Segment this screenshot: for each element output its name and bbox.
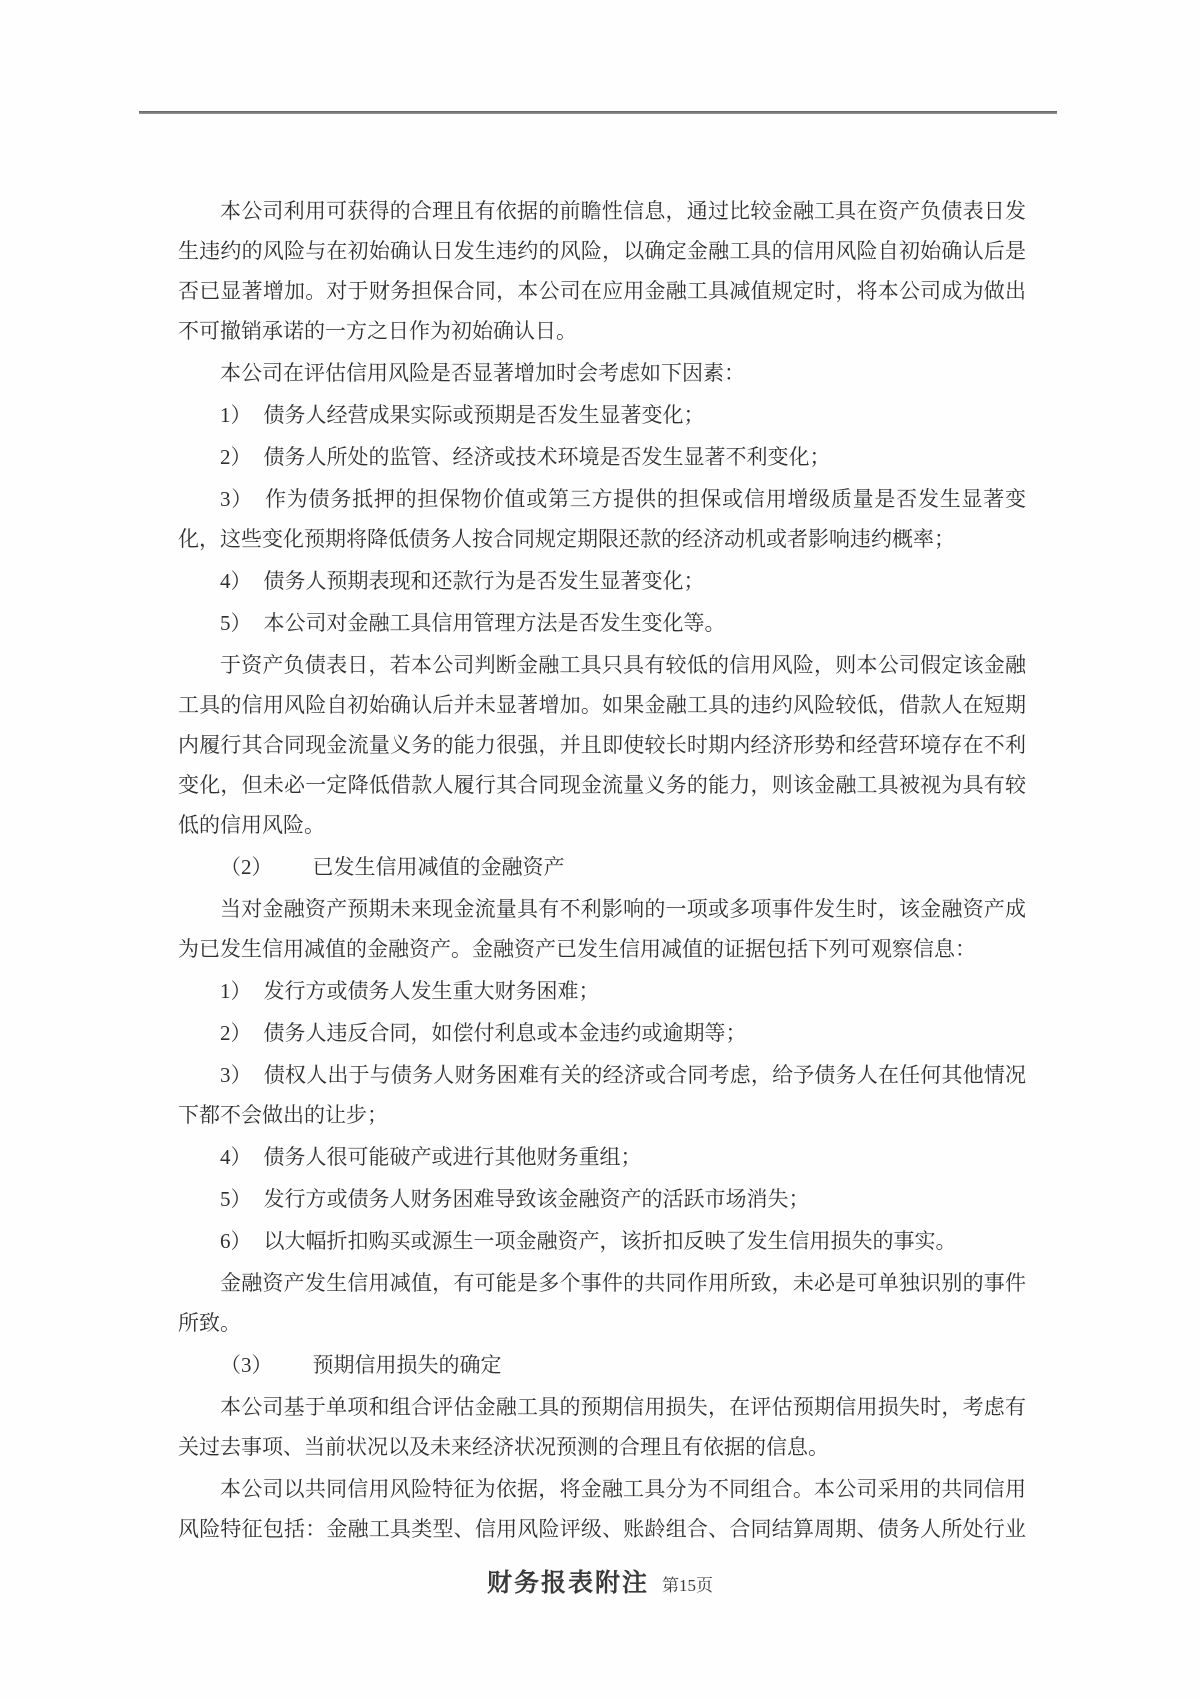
text-line: 变化，但未必一定降低借款人履行其合同现金流量义务的能力，则该金融工具被视为具有较	[178, 773, 1026, 797]
line-number: 6）	[220, 1229, 252, 1253]
line-number: 1）	[220, 979, 252, 1003]
line-number: 1）	[220, 403, 252, 427]
text-line: 于资产负债表日，若本公司判断金融工具只具有较低的信用风险，则本公司假定该金融	[220, 653, 1026, 677]
header-rule	[139, 111, 1057, 114]
line-number: 4）	[220, 1145, 252, 1169]
text-line	[178, 603, 1026, 643]
line-number: 5）	[220, 611, 252, 635]
text-line: 生违约的风险与在初始确认日发生违约的风险，以确定金融工具的信用风险自初始确认后是	[178, 239, 1026, 263]
footer	[0, 1563, 1200, 1599]
text-line: 当对金融资产预期未来现金流量具有不利影响的一项或多项事件发生时，该金融资产成	[220, 897, 1026, 921]
line-text: 债权人出于与债务人财务困难有关的经济或合同考虑，给予债务人在任何其他情况	[263, 1063, 1026, 1087]
line-text: 债务人经营成果实际或预期是否发生显著变化；	[263, 403, 705, 427]
text-line: 本公司以共同信用风险特征为依据，将金融工具分为不同组合。本公司采用的共同信用	[220, 1477, 1026, 1501]
text-line: 金融资产发生信用减值，有可能是多个事件的共同作用所致，未必是可单独识别的事件	[220, 1271, 1026, 1295]
line-text: 预期信用损失的确定	[312, 1353, 502, 1377]
text-line: 低的信用风险。	[178, 813, 325, 837]
line-number: （3）	[220, 1353, 273, 1377]
text-line	[178, 1345, 1026, 1385]
text-line: 本公司利用可获得的合理且有依据的前瞻性信息，通过比较金融工具在资产负债表日发	[220, 199, 1026, 223]
line-text: 债务人很可能破产或进行其他财务重组；	[263, 1145, 642, 1169]
line-text: 作为债务抵押的担保物价值或第三方提供的担保或信用增级质量是否发生显著变	[265, 487, 1026, 511]
line-number: （2）	[220, 855, 273, 879]
line-number: 2）	[220, 1021, 252, 1045]
text-line: 关过去事项、当前状况以及未来经济状况预测的合理且有依据的信息。	[178, 1435, 829, 1459]
document-body	[178, 191, 1026, 1549]
text-line	[178, 971, 1026, 1011]
line-text: 以大幅折扣购买或源生一项金融资产，该折扣反映了发生信用损失的事实。	[263, 1229, 957, 1253]
text-line	[178, 561, 1026, 601]
text-line: 不可撤销承诺的一方之日作为初始确认日。	[178, 319, 577, 343]
text-line: 为已发生信用减值的金融资产。金融资产已发生信用减值的证据包括下列可观察信息：	[178, 937, 976, 961]
line-number: 5）	[220, 1187, 252, 1211]
text-line	[178, 437, 1026, 477]
line-number: 3）	[220, 487, 254, 511]
line-text: 本公司对金融工具信用管理方法是否发生变化等。	[263, 611, 726, 635]
text-line	[178, 847, 1026, 887]
text-line: 本公司基于单项和组合评估金融工具的预期信用损失，在评估预期信用损失时，考虑有	[220, 1395, 1026, 1419]
text-line: 否已显著增加。对于财务担保合同，本公司在应用金融工具减值规定时，将本公司成为做出	[178, 279, 1026, 303]
text-line	[178, 1221, 1026, 1261]
line-text: 发行方或债务人发生重大财务困难；	[263, 979, 600, 1003]
text-line	[178, 1013, 1026, 1053]
text-line	[178, 479, 1026, 519]
line-text: 已发生信用减值的金融资产	[312, 855, 565, 879]
line-number: 2）	[220, 445, 252, 469]
line-text: 债务人所处的监管、经济或技术环境是否发生显著不利变化；	[263, 445, 831, 469]
text-line: 本公司在评估信用风险是否显著增加时会考虑如下因素：	[220, 361, 745, 385]
text-line: 工具的信用风险自初始确认后并未显著增加。如果金融工具的违约风险较低，借款人在短期	[178, 693, 1026, 717]
line-number: 4）	[220, 569, 252, 593]
text-line: 化，这些变化预期将降低债务人按合同规定期限还款的经济动机或者影响违约概率；	[178, 527, 955, 551]
text-line: 所致。	[178, 1311, 241, 1335]
line-text: 债务人违反合同，如偿付利息或本金违约或逾期等；	[263, 1021, 747, 1045]
footer-page-number: 第15页	[662, 1576, 713, 1595]
text-line	[178, 395, 1026, 435]
text-line	[178, 1179, 1026, 1219]
line-number: 3）	[220, 1063, 252, 1087]
text-line: 内履行其合同现金流量义务的能力很强，并且即使较长时期内经济形势和经营环境存在不利	[178, 733, 1026, 757]
text-line: 风险特征包括：金融工具类型、信用风险评级、账龄组合、合同结算周期、债务人所处行业	[178, 1517, 1026, 1541]
text-line	[178, 1055, 1026, 1095]
line-text: 发行方或债务人财务困难导致该金融资产的活跃市场消失；	[263, 1187, 810, 1211]
text-line	[178, 1137, 1026, 1177]
text-line: 下都不会做出的让步；	[178, 1103, 388, 1127]
line-text: 债务人预期表现和还款行为是否发生显著变化；	[263, 569, 705, 593]
footer-title: 财务报表附注	[486, 1570, 649, 1597]
